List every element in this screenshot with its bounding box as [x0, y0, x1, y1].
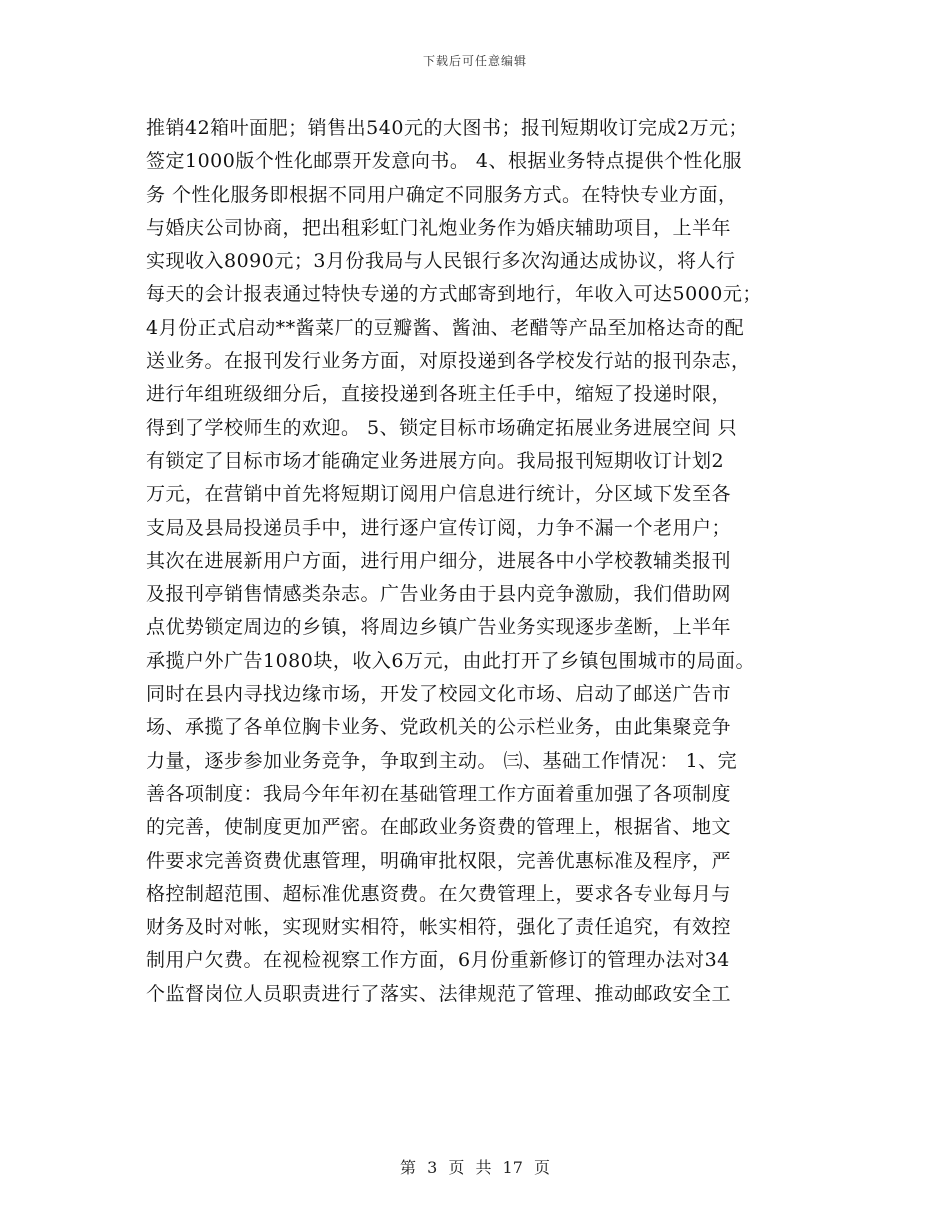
text-line: 善各项制度：我局今年年初在基础管理工作方面着重加强了各项制度	[146, 782, 732, 805]
text-line: 得到了学校师生的欢迎。 5、锁定目标市场确定拓展业务进展空间 只	[146, 416, 738, 439]
text-line: 签定1000版个性化邮票开发意向书。 4、根据业务特点提供个性化服	[146, 150, 742, 173]
text-line: 务 个性化服务即根据不同用户确定不同服务方式。在特快专业方面，	[146, 183, 738, 206]
text-line: 制用户欠费。在视检视察工作方面，6月份重新修订的管理办法对34	[146, 949, 730, 972]
text-line: 及报刊亭销售情感类杂志。广告业务由于县内竞争激励，我们借助网	[146, 583, 732, 606]
text-line: 进行年组班级细分后，直接投递到各班主任手中，缩短了投递时限，	[146, 383, 732, 406]
document-body	[146, 112, 846, 1011]
text-line: 有锁定了目标市场才能确定业务进展方向。我局报刊短期收订计划2	[146, 449, 725, 472]
text-line: 力量，逐步参加业务竞争，争取到主动。 ㈢、基础工作情况： 1、完	[146, 749, 738, 772]
text-line: 推销42箱叶面肥；销售出540元的大图书；报刊短期收订完成2万元；	[146, 117, 749, 139]
text-line: 每天的会计报表通过特快专递的方式邮寄到地行，年收入可达5000元；	[146, 283, 762, 306]
page-footer: 第 3 页 共 17 页	[400, 1158, 550, 1177]
text-line: 格控制超范围、超标准优惠资费。在欠费管理上，要求各专业每月与	[146, 882, 732, 905]
text-line: 与婚庆公司协商，把出租彩虹门礼炮业务作为婚庆辅助项目，上半年	[146, 216, 732, 239]
text-line: 万元，在营销中首先将短期订阅用户信息进行统计，分区域下发至各	[146, 483, 732, 506]
text-line: 的完善，使制度更加严密。在邮政业务资费的管理上，根据省、地文	[146, 816, 732, 839]
text-line: 承揽户外广告1080块，收入6万元，由此打开了乡镇包围城市的局面。	[146, 649, 755, 672]
text-line: 同时在县内寻找边缘市场，开发了校园文化市场、启动了邮送广告市	[146, 683, 732, 706]
text-line: 场、承揽了各单位胸卡业务、党政机关的公示栏业务，由此集聚竞争	[146, 716, 732, 739]
text-line: 实现收入8090元；3月份我局与人民银行多次沟通达成协议，将人行	[146, 250, 736, 273]
text-line: 个监督岗位人员职责进行了落实、法律规范了管理、推动邮政安全工	[146, 982, 732, 1005]
text-line: 财务及时对帐，实现财实相符，帐实相符，强化了责任追究，有效控	[146, 916, 732, 939]
text-line: 支局及县局投递员手中，进行逐户宣传订阅，力争不漏一个老用户；	[146, 516, 732, 539]
text-line: 其次在进展新用户方面，进行用户细分，进展各中小学校教辅类报刊	[146, 549, 732, 572]
text-line: 送业务。在报刊发行业务方面，对原投递到各学校发行站的报刊杂志，	[146, 350, 751, 373]
text-line: 4月份正式启动**酱菜厂的豆瓣酱、酱油、老醋等产品至加格达奇的配	[146, 316, 745, 339]
text-line: 件要求完善资费优惠管理，明确审批权限，完善优惠标准及程序，严	[146, 849, 732, 872]
page-header: 下载后可任意编辑	[422, 54, 527, 68]
text-line: 点优势锁定周边的乡镇，将周边乡镇广告业务实现逐步垄断，上半年	[146, 616, 732, 639]
